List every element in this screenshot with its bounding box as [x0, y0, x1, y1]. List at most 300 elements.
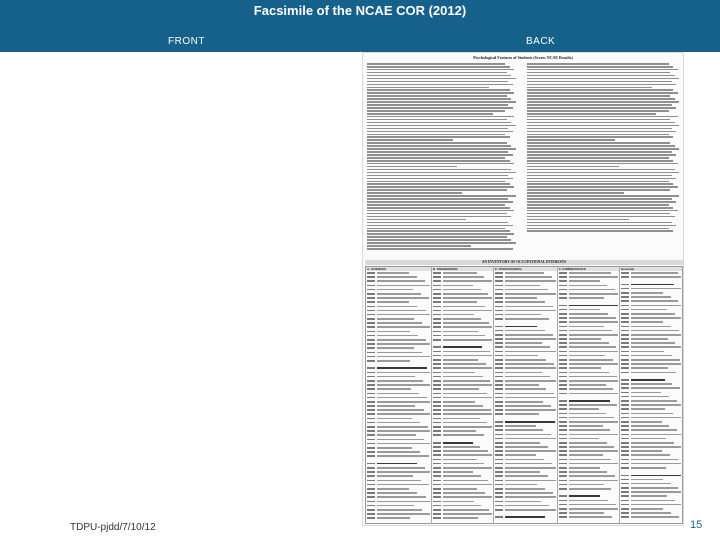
inventory-row: [621, 371, 681, 374]
row-occupation: [631, 372, 676, 374]
row-code: [559, 442, 567, 444]
row-code: [621, 438, 629, 440]
row-occupation: [377, 347, 414, 349]
row-occupation: [631, 288, 681, 290]
inventory-row: [495, 404, 556, 407]
row-occupation: [443, 384, 492, 386]
row-occupation: [377, 488, 409, 490]
inventory-row: [621, 507, 681, 510]
inventory-row: [559, 503, 618, 506]
row-occupation: [505, 346, 550, 348]
inventory-row: [495, 495, 556, 498]
row-occupation: [569, 400, 610, 402]
row-code: [495, 397, 503, 399]
text-line: [527, 84, 676, 86]
row-code: [367, 501, 375, 503]
row-code: [367, 471, 375, 473]
row-occupation: [631, 296, 671, 298]
row-occupation: [631, 516, 679, 518]
inventory-row: [559, 416, 618, 419]
row-occupation: [631, 442, 674, 444]
row-occupation: [443, 339, 492, 341]
inventory-row: [367, 438, 430, 441]
text-line: [527, 139, 615, 141]
inventory-row: [495, 358, 556, 361]
inventory-row: [367, 325, 430, 328]
row-code: [433, 405, 441, 407]
row-code: [559, 384, 567, 386]
row-code: [559, 372, 567, 374]
text-line: [527, 95, 670, 97]
inventory-row: [559, 275, 618, 278]
inventory-row: [621, 470, 681, 473]
row-code: [559, 480, 567, 482]
row-occupation: [631, 454, 670, 456]
row-code: [621, 379, 629, 381]
front-label: FRONT: [168, 36, 205, 47]
row-code: [367, 339, 375, 341]
row-code: [495, 475, 503, 477]
row-code: [367, 451, 375, 453]
row-code: [495, 492, 503, 494]
row-occupation: [505, 425, 536, 427]
inventory-row: [495, 412, 556, 415]
row-code: [621, 317, 629, 319]
text-line: [367, 228, 505, 230]
row-occupation: [377, 418, 412, 420]
inventory-row: [621, 416, 681, 419]
row-occupation: [377, 372, 430, 374]
text-line: [367, 236, 507, 238]
inventory-row: [433, 383, 492, 386]
row-code: [367, 439, 375, 441]
row-code: [367, 367, 375, 369]
text-line: [367, 160, 510, 162]
inventory-row: [367, 346, 430, 349]
row-occupation: [377, 496, 426, 498]
row-occupation: [377, 289, 413, 291]
text-line: [527, 222, 672, 224]
inventory-row: [367, 429, 430, 432]
inventory-row: [621, 283, 681, 286]
row-occupation: [377, 326, 430, 328]
row-code: [495, 463, 503, 465]
row-occupation: [569, 330, 612, 332]
inventory-row: [367, 359, 430, 362]
inventory-row: [621, 511, 681, 514]
row-code: [433, 513, 441, 515]
inventory-row: [621, 437, 681, 440]
inventory-row: [559, 320, 618, 323]
inventory-row: [621, 503, 681, 506]
row-occupation: [569, 434, 618, 436]
inventory-row: [495, 317, 556, 320]
row-code: [433, 426, 441, 428]
row-occupation: [377, 297, 429, 299]
text-line: [367, 178, 513, 180]
row-code: [495, 425, 503, 427]
row-occupation: [443, 326, 492, 328]
row-occupation: [505, 326, 537, 328]
inventory-row: [559, 325, 618, 328]
row-code: [495, 505, 503, 507]
text-line: [367, 245, 471, 247]
row-occupation: [569, 326, 604, 328]
row-code: [433, 372, 441, 374]
row-occupation: [631, 367, 668, 369]
row-occupation: [443, 501, 474, 503]
row-code: [559, 484, 567, 486]
row-code: [367, 397, 375, 399]
row-occupation: [443, 285, 473, 287]
text-line: [527, 207, 673, 209]
row-code: [559, 450, 567, 452]
inventory-row: [433, 366, 492, 369]
row-occupation: [443, 359, 478, 361]
row-occupation: [569, 351, 618, 353]
inventory-row: [433, 512, 492, 515]
row-occupation: [443, 351, 490, 353]
row-occupation: [505, 413, 539, 415]
row-occupation: [569, 380, 618, 382]
row-occupation: [569, 388, 613, 390]
inventory-row: [495, 375, 556, 378]
row-code: [559, 276, 567, 278]
row-code: [559, 434, 567, 436]
row-occupation: [443, 280, 492, 282]
row-occupation: [631, 463, 681, 465]
row-occupation: [505, 467, 556, 469]
text-line: [527, 75, 675, 77]
inventory-row: [433, 375, 492, 378]
row-occupation: [443, 310, 492, 312]
inventory-row: [433, 408, 492, 411]
row-code: [367, 475, 375, 477]
row-code: [367, 467, 375, 469]
inventory-row: [495, 271, 556, 274]
inventory-row: [495, 341, 556, 344]
row-occupation: [377, 339, 426, 341]
row-occupation: [569, 363, 618, 365]
inventory-row: [433, 300, 492, 303]
row-code: [621, 305, 629, 307]
row-code: [559, 446, 567, 448]
row-code: [621, 313, 629, 315]
row-occupation: [505, 342, 542, 344]
inventory-row: [621, 420, 681, 423]
text-line: [367, 119, 507, 121]
inventory-row: [559, 345, 618, 348]
row-occupation: [377, 505, 414, 507]
inventory-row: [559, 329, 618, 332]
row-occupation: [631, 309, 667, 311]
row-code: [621, 516, 629, 518]
row-occupation: [505, 301, 545, 303]
inventory-row: [495, 420, 556, 423]
row-code: [367, 443, 375, 445]
row-occupation: [631, 334, 681, 336]
row-occupation: [377, 322, 422, 324]
row-occupation: [505, 405, 551, 407]
text-line: [367, 189, 507, 191]
row-occupation: [377, 335, 418, 337]
text-line: [367, 69, 514, 71]
row-occupation: [377, 285, 430, 287]
inventory-row: [559, 387, 618, 390]
row-code: [495, 438, 503, 440]
inventory-row: [433, 292, 492, 295]
row-occupation: [377, 471, 430, 473]
row-occupation: [569, 512, 604, 514]
row-code: [367, 488, 375, 490]
inventory-row: [621, 515, 681, 518]
text-line: [367, 169, 511, 171]
inventory-row: [621, 287, 681, 290]
row-code: [621, 367, 629, 369]
left-paragraphs: [367, 63, 517, 251]
inventory-row: [621, 345, 681, 348]
row-occupation: [443, 467, 492, 469]
row-code: [433, 471, 441, 473]
row-code: [621, 396, 629, 398]
row-code: [621, 421, 629, 423]
row-code: [559, 425, 567, 427]
row-occupation: [631, 276, 681, 278]
row-occupation: [631, 512, 671, 514]
inventory-row: [495, 288, 556, 291]
row-occupation: [377, 447, 412, 449]
row-code: [495, 326, 503, 328]
inventory-row: [495, 437, 556, 440]
row-occupation: [377, 405, 415, 407]
inventory-row: [559, 479, 618, 482]
row-occupation: [505, 280, 556, 282]
row-occupation: [377, 301, 409, 303]
inventory-heading: AN INVENTORY OF OCCUPATIONAL INTERESTS: [365, 260, 683, 265]
text-line: [367, 230, 510, 232]
text-line: [367, 233, 514, 235]
row-code: [367, 413, 375, 415]
inventory-row: [621, 299, 681, 302]
text-line: [527, 192, 624, 194]
inventory-row: [495, 305, 556, 308]
row-occupation: [505, 484, 537, 486]
row-code: [495, 280, 503, 282]
row-code: [621, 413, 629, 415]
inventory-row: [433, 438, 492, 441]
inventory-row: [367, 479, 430, 482]
inventory-row: [621, 312, 681, 315]
back-label: BACK: [526, 36, 556, 47]
inventory-row: [621, 412, 681, 415]
row-occupation: [569, 404, 617, 406]
row-code: [495, 372, 503, 374]
inventory-row: [495, 279, 556, 282]
row-occupation: [377, 501, 430, 503]
inventory-row: [559, 271, 618, 274]
inventory-row: [495, 396, 556, 399]
text-line: [527, 172, 679, 174]
row-code: [433, 501, 441, 503]
row-occupation: [505, 442, 540, 444]
inventory-row: [433, 309, 492, 312]
row-occupation: [569, 359, 613, 361]
inventory-row: [559, 337, 618, 340]
inventory-row: [621, 341, 681, 344]
row-occupation: [443, 314, 474, 316]
row-code: [495, 367, 503, 369]
row-code: [367, 280, 375, 282]
row-occupation: [443, 380, 490, 382]
row-occupation: [631, 429, 677, 431]
row-occupation: [505, 516, 545, 518]
row-occupation: [631, 508, 663, 510]
row-occupation: [505, 289, 548, 291]
row-occupation: [569, 276, 618, 278]
inventory-row: [495, 350, 556, 353]
inventory-row: [433, 491, 492, 494]
row-code: [495, 380, 503, 382]
row-occupation: [443, 434, 484, 436]
row-occupation: [443, 388, 479, 390]
row-code: [559, 393, 567, 395]
text-line: [367, 163, 514, 165]
inventory-row: [433, 441, 492, 444]
inventory-row: [433, 275, 492, 278]
inventory-row: [621, 291, 681, 294]
row-code: [559, 285, 567, 287]
row-occupation: [505, 338, 556, 340]
inventory-row: [433, 387, 492, 390]
row-code: [495, 342, 503, 344]
row-occupation: [569, 454, 603, 456]
inventory-column-header: Grammar: [620, 267, 682, 271]
text-line: [527, 104, 672, 106]
text-line: [367, 148, 516, 150]
row-occupation: [631, 379, 665, 381]
row-occupation: [631, 292, 663, 294]
row-occupation: [569, 346, 616, 348]
text-line: [367, 192, 462, 194]
row-code: [367, 492, 375, 494]
row-occupation: [377, 376, 415, 378]
inventory-row: [559, 392, 618, 395]
inventory-row: [433, 400, 492, 403]
inventory-row: [621, 375, 681, 378]
inventory-row: [495, 445, 556, 448]
row-code: [367, 376, 375, 378]
row-occupation: [505, 421, 555, 423]
row-occupation: [569, 413, 606, 415]
text-line: [367, 98, 511, 100]
row-occupation: [569, 317, 616, 319]
inventory-row: [433, 279, 492, 282]
inventory-row: [433, 313, 492, 316]
row-occupation: [443, 426, 492, 428]
row-occupation: [505, 318, 549, 320]
row-code: [495, 330, 503, 332]
row-code: [559, 293, 567, 295]
row-code: [367, 301, 375, 303]
inventory-row: [367, 408, 430, 411]
inventory-row: [559, 316, 618, 319]
inventory-row: [495, 424, 556, 427]
row-code: [367, 347, 375, 349]
row-code: [559, 495, 567, 497]
inventory-row: [495, 491, 556, 494]
row-occupation: [505, 475, 548, 477]
inventory-row: [433, 350, 492, 353]
row-code: [559, 376, 567, 378]
inventory-row: [621, 449, 681, 452]
row-code: [495, 429, 503, 431]
row-occupation: [569, 408, 599, 410]
text-line: [527, 230, 673, 232]
text-line: [367, 89, 510, 91]
text-line: [527, 78, 679, 80]
inventory-row: [559, 449, 618, 452]
row-occupation: [631, 305, 681, 307]
inventory-row: [495, 387, 556, 390]
row-code: [433, 276, 441, 278]
inventory-row: [433, 462, 492, 465]
inventory-row: [495, 366, 556, 369]
row-occupation: [377, 492, 417, 494]
inventory-row: [621, 482, 681, 485]
inventory-row: [495, 292, 556, 295]
inventory-row: [621, 424, 681, 427]
text-line: [367, 139, 453, 141]
row-occupation: [569, 463, 618, 465]
row-occupation: [443, 430, 476, 432]
row-code: [559, 429, 567, 431]
text-line: [367, 154, 513, 156]
text-line: [367, 222, 508, 224]
row-code: [495, 276, 503, 278]
row-code: [559, 488, 567, 490]
row-code: [433, 346, 441, 348]
inventory-row: [559, 399, 618, 402]
row-occupation: [443, 409, 491, 411]
row-occupation: [377, 318, 414, 320]
row-code: [433, 517, 441, 519]
row-occupation: [631, 434, 681, 436]
row-code: [495, 334, 503, 336]
row-code: [367, 517, 375, 519]
inventory-row: [367, 330, 430, 333]
text-line: [527, 216, 675, 218]
row-occupation: [505, 310, 556, 312]
row-occupation: [631, 483, 671, 485]
row-occupation: [631, 425, 669, 427]
text-line: [367, 216, 511, 218]
inventory-row: [495, 449, 556, 452]
row-occupation: [569, 484, 604, 486]
row-code: [367, 314, 375, 316]
text-line: [527, 142, 670, 144]
row-code: [367, 496, 375, 498]
inventory-row: [621, 445, 681, 448]
inventory-row: [367, 500, 430, 503]
row-code: [433, 505, 441, 507]
inventory-row: [559, 458, 618, 461]
row-occupation: [505, 384, 539, 386]
row-code: [495, 496, 503, 498]
row-code: [559, 459, 567, 461]
row-occupation: [377, 388, 411, 390]
inventory-row: [559, 354, 618, 357]
row-occupation: [505, 459, 544, 461]
